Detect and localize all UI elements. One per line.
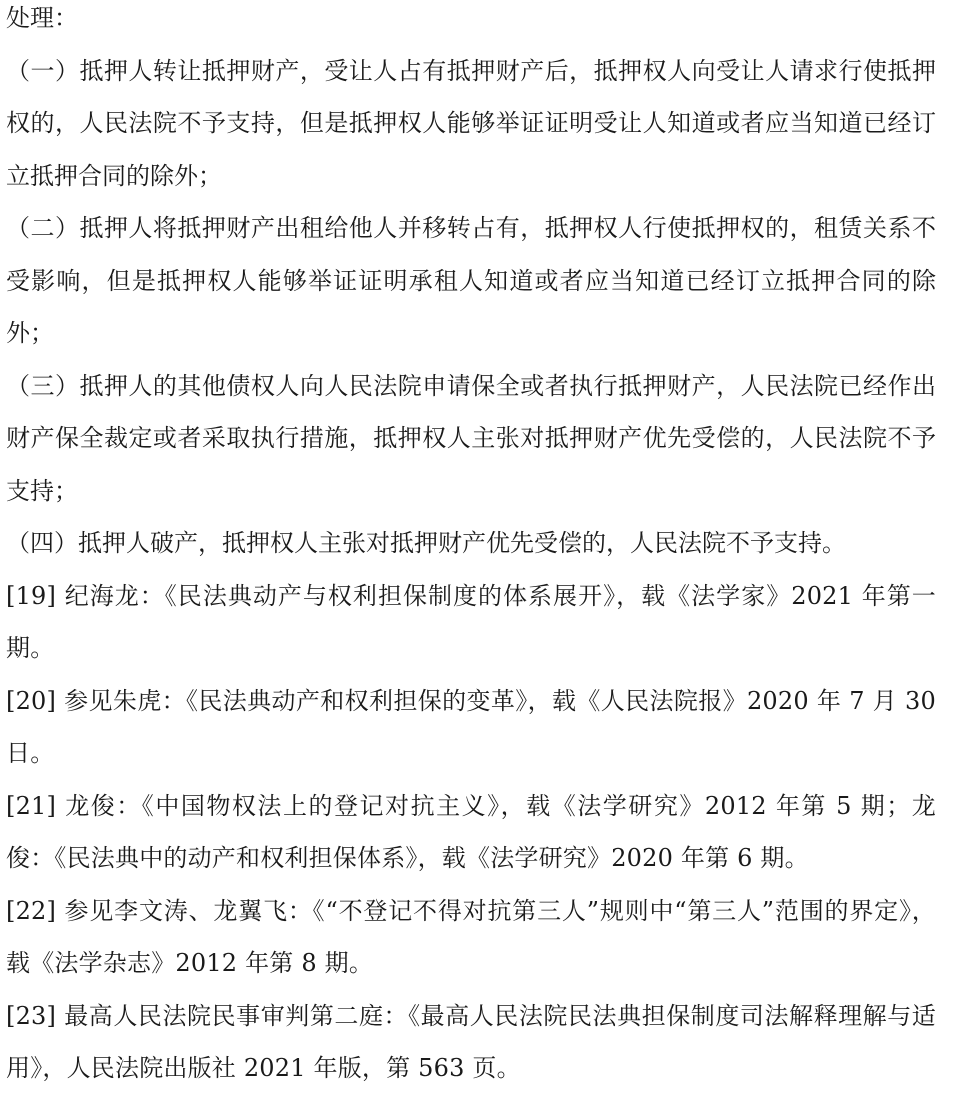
footnote-22: [22] 参见李文涛、龙翼飞：《“不登记不得对抗第三人”规则中“第三人”范围的界定》，载《法学杂志》2012 年第 8 期。	[6, 896, 936, 977]
clause-1: （一）抵押人转让抵押财产，受让人占有抵押财产后，抵押权人向受让人请求行使抵押权的，人民法院不予支持，但是抵押权人能够举证证明受让人知道或者应当知道已经订立抵押合同的除外；	[6, 56, 936, 190]
footnote-21: [21] 龙俊：《中国物权法上的登记对抗主义》，载《法学研究》2012 年第 5 期；龙俊：《民法典中的动产和权利担保体系》，载《法学研究》2020 年第 6 期。	[6, 791, 936, 872]
document-body	[6, 0, 936, 1095]
clause-4: （四）抵押人破产，抵押权人主张对抵押财产优先受偿的，人民法院不予支持。	[6, 529, 846, 557]
footnote-19: [19] 纪海龙：《民法典动产与权利担保制度的体系展开》，载《法学家》2021 年第一期。	[6, 581, 936, 662]
clause-2: （二）抵押人将抵押财产出租给他人并移转占有，抵押权人行使抵押权的，租赁关系不受影响，但是抵押权人能够举证证明承租人知道或者应当知道已经订立抵押合同的除外；	[6, 214, 936, 347]
footnote-23: [23] 最高人民法院民事审判第二庭：《最高人民法院民法典担保制度司法解释理解与适用》，人民法院出版社 2021 年版，第 563 页。	[6, 1001, 936, 1082]
footnote-20: [20] 参见朱虎：《民法典动产和权利担保的变革》，载《人民法院报》2020 年 7 月 30 日。	[6, 686, 936, 767]
intro-line: 处理：	[6, 4, 78, 32]
clause-3: （三）抵押人的其他债权人向人民法院申请保全或者执行抵押财产，人民法院已经作出财产保全裁定或者采取执行措施，抵押权人主张对抵押财产优先受偿的，人民法院不予支持；	[6, 371, 936, 505]
